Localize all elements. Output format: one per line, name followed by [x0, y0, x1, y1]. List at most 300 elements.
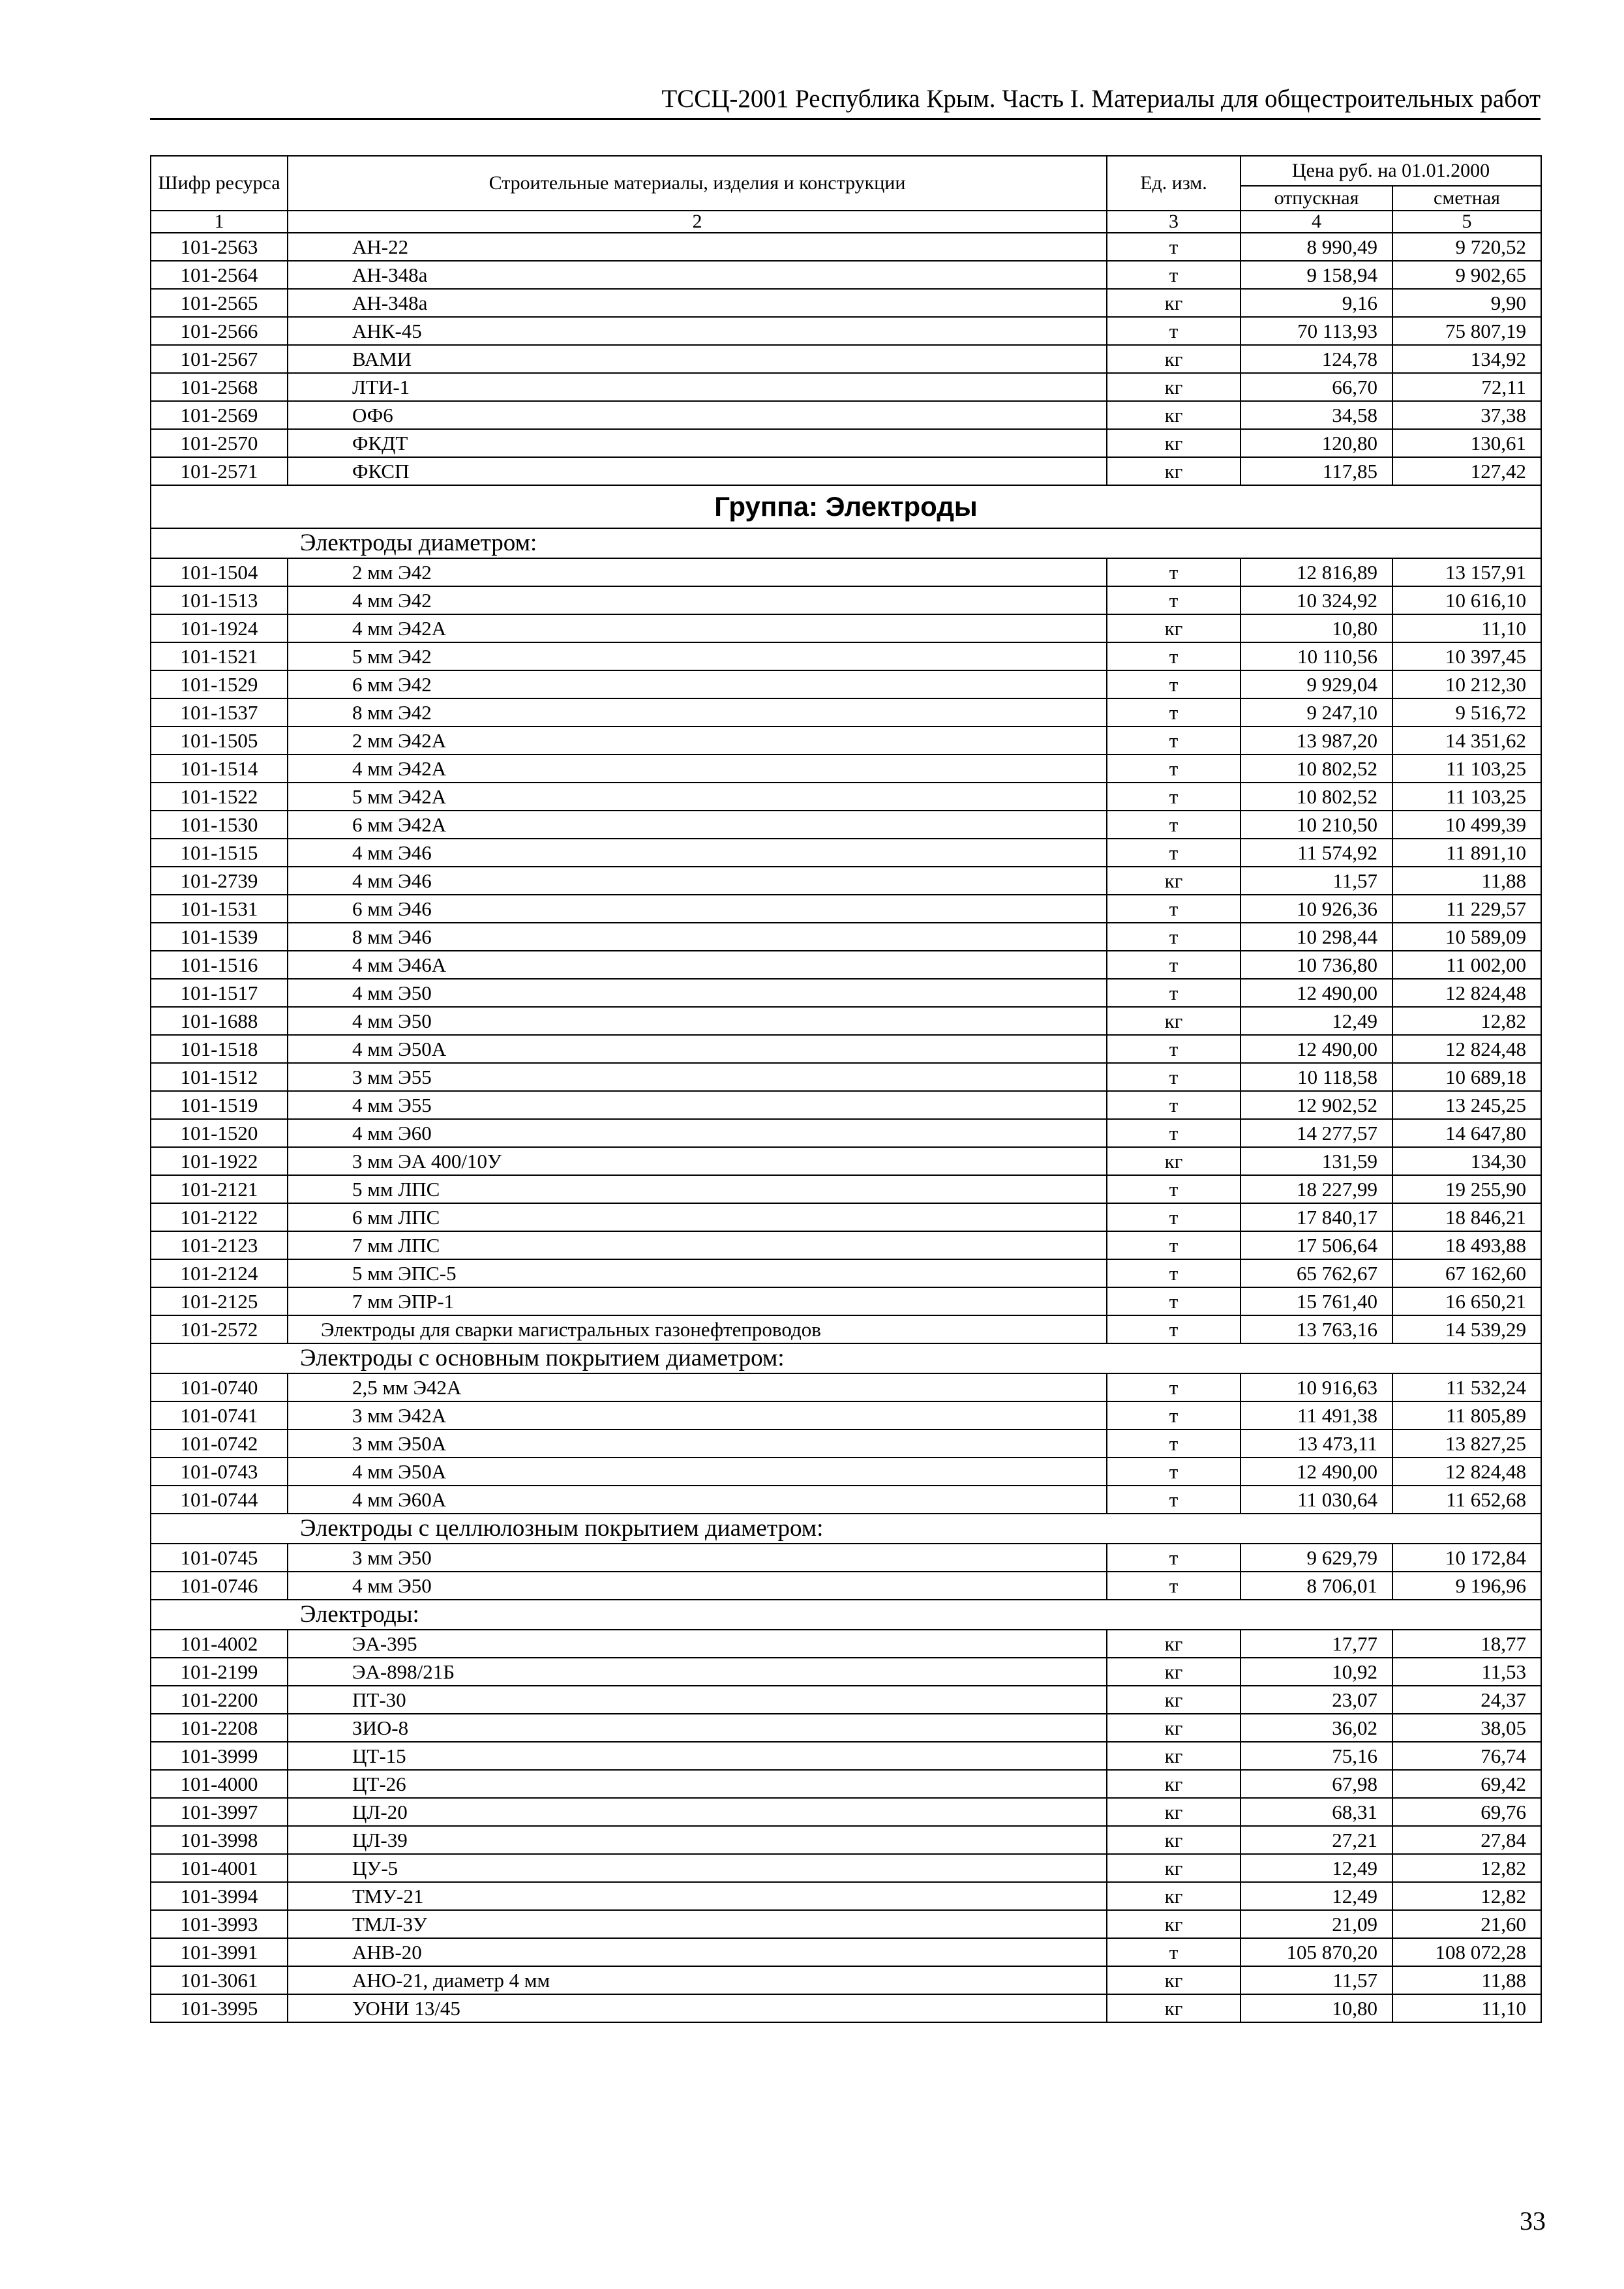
- table-row: [151, 586, 1541, 614]
- release-price-cell: 12 490,00: [1241, 1035, 1392, 1063]
- material-name-cell: 5 мм ЛПС: [288, 1175, 1107, 1203]
- unit-cell: т: [1107, 1035, 1241, 1063]
- resource-code-cell: 101-0741: [151, 1401, 288, 1429]
- material-name-cell: ТМУ-21: [288, 1882, 1107, 1910]
- table-row: [151, 429, 1541, 457]
- resource-code-cell: 101-2570: [151, 429, 288, 457]
- resource-code-cell: 101-2122: [151, 1203, 288, 1231]
- resource-code-cell: 101-1504: [151, 558, 288, 586]
- unit-cell: кг: [1107, 1798, 1241, 1826]
- material-name-cell: ЦЛ-39: [288, 1826, 1107, 1854]
- resource-code-cell: 101-3997: [151, 1798, 288, 1826]
- release-price-cell: 67,98: [1241, 1770, 1392, 1798]
- material-name-cell: ЗИО-8: [288, 1714, 1107, 1742]
- release-price-cell: 12,49: [1241, 1882, 1392, 1910]
- unit-cell: т: [1107, 1458, 1241, 1486]
- material-name-cell: 4 мм Э60: [288, 1119, 1107, 1147]
- table-row: [151, 558, 1541, 586]
- table-row: [151, 1486, 1541, 1514]
- unit-cell: т: [1107, 586, 1241, 614]
- release-price-cell: 105 870,20: [1241, 1938, 1392, 1966]
- release-price-cell: 12 816,89: [1241, 558, 1392, 586]
- subgroup-heading-row: [151, 1343, 1541, 1373]
- table-row: [151, 1231, 1541, 1259]
- unit-cell: т: [1107, 839, 1241, 867]
- release-price-cell: 18 227,99: [1241, 1175, 1392, 1203]
- unit-cell: т: [1107, 923, 1241, 951]
- table-row: [151, 1203, 1541, 1231]
- resource-code-cell: 101-2571: [151, 457, 288, 485]
- release-price-cell: 17 506,64: [1241, 1231, 1392, 1259]
- release-price-cell: 10 916,63: [1241, 1373, 1392, 1401]
- release-price-cell: 8 706,01: [1241, 1572, 1392, 1600]
- material-name-cell: 6 мм Э42: [288, 670, 1107, 698]
- unit-cell: т: [1107, 1486, 1241, 1514]
- table-row: [151, 755, 1541, 783]
- release-price-cell: 15 761,40: [1241, 1287, 1392, 1315]
- unit-cell: кг: [1107, 1658, 1241, 1686]
- table-row: [151, 1572, 1541, 1600]
- estimate-price-cell: 10 616,10: [1392, 586, 1541, 614]
- estimate-price-cell: 12,82: [1392, 1854, 1541, 1882]
- resource-code-cell: 101-1516: [151, 951, 288, 979]
- resource-code-cell: 101-2572: [151, 1315, 288, 1343]
- estimate-price-cell: 24,37: [1392, 1686, 1541, 1714]
- unit-cell: кг: [1107, 1966, 1241, 1994]
- estimate-price-cell: 18,77: [1392, 1630, 1541, 1658]
- table-row: [151, 289, 1541, 317]
- release-price-cell: 10 324,92: [1241, 586, 1392, 614]
- estimate-price-cell: 75 807,19: [1392, 317, 1541, 345]
- release-price-cell: 66,70: [1241, 373, 1392, 401]
- resource-code-cell: 101-1529: [151, 670, 288, 698]
- resource-code-cell: 101-3998: [151, 1826, 288, 1854]
- unit-cell: кг: [1107, 1826, 1241, 1854]
- material-name-cell: 3 мм Э50А: [288, 1429, 1107, 1458]
- column-number-row: [151, 211, 1541, 233]
- table-row: [151, 1994, 1541, 2022]
- estimate-price-cell: 11 103,25: [1392, 783, 1541, 811]
- estimate-price-cell: 134,92: [1392, 345, 1541, 373]
- resource-code-cell: 101-4002: [151, 1630, 288, 1658]
- estimate-price-cell: 14 647,80: [1392, 1119, 1541, 1147]
- material-name-cell: ЛТИ-1: [288, 373, 1107, 401]
- release-price-cell: 75,16: [1241, 1742, 1392, 1770]
- group-heading: Группа: Электроды: [151, 485, 1541, 528]
- table-row: [151, 1175, 1541, 1203]
- estimate-price-cell: 108 072,28: [1392, 1938, 1541, 1966]
- resource-code-cell: 101-1531: [151, 895, 288, 923]
- release-price-cell: 9 158,94: [1241, 261, 1392, 289]
- unit-cell: т: [1107, 783, 1241, 811]
- material-name-cell: 4 мм Э50: [288, 1572, 1107, 1600]
- unit-cell: т: [1107, 1938, 1241, 1966]
- unit-cell: т: [1107, 1544, 1241, 1572]
- estimate-price-cell: 12 824,48: [1392, 979, 1541, 1007]
- resource-code-cell: 101-2566: [151, 317, 288, 345]
- estimate-price-cell: 13 827,25: [1392, 1429, 1541, 1458]
- unit-cell: т: [1107, 1231, 1241, 1259]
- material-name-cell: ЭА-898/21Б: [288, 1658, 1107, 1686]
- resource-code-cell: 101-2565: [151, 289, 288, 317]
- estimate-price-cell: 10 689,18: [1392, 1063, 1541, 1091]
- resource-code-cell: 101-1688: [151, 1007, 288, 1035]
- material-name-cell: Электроды для сварки магистральных газонефтепроводов: [288, 1315, 1107, 1343]
- resource-code-cell: 101-1512: [151, 1063, 288, 1091]
- table-row: [151, 979, 1541, 1007]
- release-price-cell: 70 113,93: [1241, 317, 1392, 345]
- table-row: [151, 1091, 1541, 1119]
- unit-cell: кг: [1107, 429, 1241, 457]
- material-name-cell: ПТ-30: [288, 1686, 1107, 1714]
- resource-code-cell: 101-1515: [151, 839, 288, 867]
- resource-code-cell: 101-2564: [151, 261, 288, 289]
- resource-code-cell: 101-3995: [151, 1994, 288, 2022]
- table-row: [151, 895, 1541, 923]
- table-row: [151, 1544, 1541, 1572]
- unit-cell: т: [1107, 1259, 1241, 1287]
- release-price-cell: 36,02: [1241, 1714, 1392, 1742]
- resource-code-cell: 101-2124: [151, 1259, 288, 1287]
- table-row: [151, 1938, 1541, 1966]
- release-price-cell: 14 277,57: [1241, 1119, 1392, 1147]
- table-row: [151, 1714, 1541, 1742]
- unit-cell: т: [1107, 1572, 1241, 1600]
- release-price-cell: 10 118,58: [1241, 1063, 1392, 1091]
- resource-code-cell: 101-2563: [151, 233, 288, 261]
- unit-cell: т: [1107, 1287, 1241, 1315]
- resource-code-cell: 101-1518: [151, 1035, 288, 1063]
- estimate-price-cell: 27,84: [1392, 1826, 1541, 1854]
- resource-code-cell: 101-1520: [151, 1119, 288, 1147]
- unit-cell: т: [1107, 558, 1241, 586]
- unit-cell: т: [1107, 1315, 1241, 1343]
- release-price-cell: 9 247,10: [1241, 698, 1392, 726]
- resource-code-cell: 101-0740: [151, 1373, 288, 1401]
- estimate-price-cell: 69,76: [1392, 1798, 1541, 1826]
- release-price-cell: 12,49: [1241, 1854, 1392, 1882]
- resource-code-cell: 101-0743: [151, 1458, 288, 1486]
- unit-cell: т: [1107, 755, 1241, 783]
- unit-cell: т: [1107, 317, 1241, 345]
- column-number: 3: [1107, 211, 1241, 233]
- material-name-cell: ФКДТ: [288, 429, 1107, 457]
- header-rule: [150, 118, 1541, 120]
- unit-cell: кг: [1107, 1714, 1241, 1742]
- resource-code-cell: 101-1522: [151, 783, 288, 811]
- material-name-cell: 6 мм Э42А: [288, 811, 1107, 839]
- resource-code-cell: 101-3999: [151, 1742, 288, 1770]
- table-row: [151, 373, 1541, 401]
- material-name-cell: 4 мм Э60А: [288, 1486, 1107, 1514]
- estimate-price-cell: 10 589,09: [1392, 923, 1541, 951]
- table-row: [151, 1826, 1541, 1854]
- unit-cell: кг: [1107, 1742, 1241, 1770]
- unit-cell: т: [1107, 979, 1241, 1007]
- estimate-price-cell: 72,11: [1392, 373, 1541, 401]
- release-price-cell: 10 298,44: [1241, 923, 1392, 951]
- estimate-price-cell: 69,42: [1392, 1770, 1541, 1798]
- estimate-price-cell: 9 720,52: [1392, 233, 1541, 261]
- estimate-price-cell: 11 891,10: [1392, 839, 1541, 867]
- table-row: [151, 1966, 1541, 1994]
- subgroup-heading: Электроды с целлюлозным покрытием диаметром:: [151, 1514, 1541, 1544]
- table-row: [151, 1742, 1541, 1770]
- estimate-price-cell: 16 650,21: [1392, 1287, 1541, 1315]
- resource-code-cell: 101-0742: [151, 1429, 288, 1458]
- resource-code-cell: 101-2200: [151, 1686, 288, 1714]
- resource-code-cell: 101-1513: [151, 586, 288, 614]
- table-row: [151, 642, 1541, 670]
- table-row: [151, 317, 1541, 345]
- estimate-price-cell: 11,10: [1392, 1994, 1541, 2022]
- unit-cell: т: [1107, 726, 1241, 755]
- table-row: [151, 923, 1541, 951]
- resource-code-cell: 101-1521: [151, 642, 288, 670]
- release-price-cell: 8 990,49: [1241, 233, 1392, 261]
- table-row: [151, 1287, 1541, 1315]
- estimate-price-cell: 10 212,30: [1392, 670, 1541, 698]
- resource-code-cell: 101-2121: [151, 1175, 288, 1203]
- unit-cell: кг: [1107, 1770, 1241, 1798]
- release-price-cell: 10 802,52: [1241, 755, 1392, 783]
- release-price-cell: 10,92: [1241, 1658, 1392, 1686]
- estimate-price-cell: 12,82: [1392, 1882, 1541, 1910]
- estimate-price-cell: 11,53: [1392, 1658, 1541, 1686]
- material-name-cell: ТМЛ-3У: [288, 1910, 1107, 1938]
- release-price-cell: 9 929,04: [1241, 670, 1392, 698]
- release-price-cell: 23,07: [1241, 1686, 1392, 1714]
- material-name-cell: ЭА-395: [288, 1630, 1107, 1658]
- resource-code-cell: 101-2208: [151, 1714, 288, 1742]
- table-row: [151, 726, 1541, 755]
- unit-cell: т: [1107, 1175, 1241, 1203]
- material-name-cell: 2 мм Э42А: [288, 726, 1107, 755]
- material-name-cell: АНО-21, диаметр 4 мм: [288, 1966, 1107, 1994]
- column-number: 2: [288, 211, 1107, 233]
- resource-code-cell: 101-3994: [151, 1882, 288, 1910]
- page-number: 33: [1520, 2206, 1546, 2236]
- material-name-cell: 5 мм Э42А: [288, 783, 1107, 811]
- subgroup-heading: Электроды диаметром:: [151, 528, 1541, 558]
- estimate-price-cell: 10 172,84: [1392, 1544, 1541, 1572]
- table-row: [151, 1007, 1541, 1035]
- estimate-price-cell: 11 229,57: [1392, 895, 1541, 923]
- table-row: [151, 1658, 1541, 1686]
- table-row: [151, 1035, 1541, 1063]
- unit-cell: кг: [1107, 1910, 1241, 1938]
- material-name-cell: 4 мм Э55: [288, 1091, 1107, 1119]
- release-price-cell: 10,80: [1241, 614, 1392, 642]
- material-name-cell: ЦЛ-20: [288, 1798, 1107, 1826]
- unit-cell: т: [1107, 642, 1241, 670]
- resource-code-cell: 101-4000: [151, 1770, 288, 1798]
- running-header: ТССЦ-2001 Республика Крым. Часть I. Материалы для общестроительных работ: [661, 85, 1541, 113]
- resource-code-cell: 101-2125: [151, 1287, 288, 1315]
- table-row: [151, 1373, 1541, 1401]
- table-row: [151, 1259, 1541, 1287]
- resource-code-cell: 101-0746: [151, 1572, 288, 1600]
- col-header-release-price: отпускная: [1241, 186, 1392, 211]
- release-price-cell: 11 491,38: [1241, 1401, 1392, 1429]
- resource-code-cell: 101-2567: [151, 345, 288, 373]
- release-price-cell: 10 926,36: [1241, 895, 1392, 923]
- table-row: [151, 457, 1541, 485]
- col-header-price-group: Цена руб. на 01.01.2000: [1241, 156, 1541, 186]
- resource-code-cell: 101-1505: [151, 726, 288, 755]
- material-name-cell: 3 мм Э42А: [288, 1401, 1107, 1429]
- unit-cell: т: [1107, 951, 1241, 979]
- material-name-cell: 4 мм Э50А: [288, 1035, 1107, 1063]
- table-row: [151, 1798, 1541, 1826]
- release-price-cell: 13 987,20: [1241, 726, 1392, 755]
- table-row: [151, 1119, 1541, 1147]
- estimate-price-cell: 12 824,48: [1392, 1035, 1541, 1063]
- resource-code-cell: 101-1922: [151, 1147, 288, 1175]
- price-table: [150, 155, 1542, 2023]
- estimate-price-cell: 11,10: [1392, 614, 1541, 642]
- release-price-cell: 12 902,52: [1241, 1091, 1392, 1119]
- unit-cell: кг: [1107, 1882, 1241, 1910]
- estimate-price-cell: 9 902,65: [1392, 261, 1541, 289]
- resource-code-cell: 101-1537: [151, 698, 288, 726]
- material-name-cell: 5 мм Э42: [288, 642, 1107, 670]
- column-number: 1: [151, 211, 288, 233]
- estimate-price-cell: 11 103,25: [1392, 755, 1541, 783]
- col-header-estimate-price: сметная: [1392, 186, 1541, 211]
- release-price-cell: 9,16: [1241, 289, 1392, 317]
- unit-cell: т: [1107, 1401, 1241, 1429]
- table-row: [151, 1630, 1541, 1658]
- estimate-price-cell: 10 499,39: [1392, 811, 1541, 839]
- col-header-code: Шифр ресурса: [151, 156, 288, 211]
- release-price-cell: 10 110,56: [1241, 642, 1392, 670]
- estimate-price-cell: 67 162,60: [1392, 1259, 1541, 1287]
- release-price-cell: 11,57: [1241, 1966, 1392, 1994]
- material-name-cell: 4 мм Э42А: [288, 755, 1107, 783]
- table-row: [151, 233, 1541, 261]
- unit-cell: кг: [1107, 1854, 1241, 1882]
- estimate-price-cell: 9 516,72: [1392, 698, 1541, 726]
- release-price-cell: 34,58: [1241, 401, 1392, 429]
- resource-code-cell: 101-0744: [151, 1486, 288, 1514]
- material-name-cell: 7 мм ЛПС: [288, 1231, 1107, 1259]
- table-row: [151, 1458, 1541, 1486]
- estimate-price-cell: 134,30: [1392, 1147, 1541, 1175]
- col-header-name: Строительные материалы, изделия и конструкции: [288, 156, 1107, 211]
- material-name-cell: 7 мм ЭПР-1: [288, 1287, 1107, 1315]
- material-name-cell: АН-22: [288, 233, 1107, 261]
- unit-cell: кг: [1107, 614, 1241, 642]
- resource-code-cell: 101-1539: [151, 923, 288, 951]
- unit-cell: кг: [1107, 1147, 1241, 1175]
- unit-cell: т: [1107, 1429, 1241, 1458]
- release-price-cell: 120,80: [1241, 429, 1392, 457]
- material-name-cell: 4 мм Э46: [288, 839, 1107, 867]
- unit-cell: т: [1107, 1063, 1241, 1091]
- material-name-cell: ФКСП: [288, 457, 1107, 485]
- column-number: 5: [1392, 211, 1541, 233]
- resource-code-cell: 101-1514: [151, 755, 288, 783]
- unit-cell: т: [1107, 261, 1241, 289]
- unit-cell: т: [1107, 233, 1241, 261]
- unit-cell: кг: [1107, 1994, 1241, 2022]
- unit-cell: т: [1107, 670, 1241, 698]
- release-price-cell: 12,49: [1241, 1007, 1392, 1035]
- table-row: [151, 261, 1541, 289]
- release-price-cell: 21,09: [1241, 1910, 1392, 1938]
- material-name-cell: 3 мм Э50: [288, 1544, 1107, 1572]
- table-row: [151, 614, 1541, 642]
- table-row: [151, 698, 1541, 726]
- group-heading-row: [151, 485, 1541, 528]
- estimate-price-cell: 38,05: [1392, 1714, 1541, 1742]
- release-price-cell: 11 574,92: [1241, 839, 1392, 867]
- material-name-cell: 3 мм ЭА 400/10У: [288, 1147, 1107, 1175]
- material-name-cell: 6 мм Э46: [288, 895, 1107, 923]
- resource-code-cell: 101-0745: [151, 1544, 288, 1572]
- material-name-cell: ОФ6: [288, 401, 1107, 429]
- table-row: [151, 1882, 1541, 1910]
- resource-code-cell: 101-2569: [151, 401, 288, 429]
- table-row: [151, 783, 1541, 811]
- estimate-price-cell: 14 539,29: [1392, 1315, 1541, 1343]
- material-name-cell: АНВ-20: [288, 1938, 1107, 1966]
- release-price-cell: 68,31: [1241, 1798, 1392, 1826]
- resource-code-cell: 101-2123: [151, 1231, 288, 1259]
- resource-code-cell: 101-4001: [151, 1854, 288, 1882]
- unit-cell: кг: [1107, 345, 1241, 373]
- table-row: [151, 951, 1541, 979]
- release-price-cell: 17,77: [1241, 1630, 1392, 1658]
- release-price-cell: 10 210,50: [1241, 811, 1392, 839]
- unit-cell: т: [1107, 1091, 1241, 1119]
- unit-cell: кг: [1107, 1686, 1241, 1714]
- table-row: [151, 1429, 1541, 1458]
- estimate-price-cell: 11 532,24: [1392, 1373, 1541, 1401]
- release-price-cell: 10 736,80: [1241, 951, 1392, 979]
- estimate-price-cell: 11,88: [1392, 1966, 1541, 1994]
- release-price-cell: 11,57: [1241, 867, 1392, 895]
- unit-cell: кг: [1107, 457, 1241, 485]
- unit-cell: кг: [1107, 401, 1241, 429]
- material-name-cell: 8 мм Э42: [288, 698, 1107, 726]
- estimate-price-cell: 127,42: [1392, 457, 1541, 485]
- release-price-cell: 17 840,17: [1241, 1203, 1392, 1231]
- release-price-cell: 65 762,67: [1241, 1259, 1392, 1287]
- table-row: [151, 1910, 1541, 1938]
- release-price-cell: 13 763,16: [1241, 1315, 1392, 1343]
- estimate-price-cell: 11,88: [1392, 867, 1541, 895]
- estimate-price-cell: 12,82: [1392, 1007, 1541, 1035]
- material-name-cell: 5 мм ЭПС-5: [288, 1259, 1107, 1287]
- table-row: [151, 345, 1541, 373]
- table-row: [151, 1147, 1541, 1175]
- material-name-cell: УОНИ 13/45: [288, 1994, 1107, 2022]
- release-price-cell: 10 802,52: [1241, 783, 1392, 811]
- release-price-cell: 12 490,00: [1241, 1458, 1392, 1486]
- material-name-cell: 2 мм Э42: [288, 558, 1107, 586]
- resource-code-cell: 101-2568: [151, 373, 288, 401]
- material-name-cell: АНК-45: [288, 317, 1107, 345]
- material-name-cell: 8 мм Э46: [288, 923, 1107, 951]
- subgroup-heading-row: [151, 1600, 1541, 1630]
- col-header-unit: Ед. изм.: [1107, 156, 1241, 211]
- material-name-cell: 2,5 мм Э42А: [288, 1373, 1107, 1401]
- table-row: [151, 839, 1541, 867]
- subgroup-heading: Электроды:: [151, 1600, 1541, 1630]
- release-price-cell: 117,85: [1241, 457, 1392, 485]
